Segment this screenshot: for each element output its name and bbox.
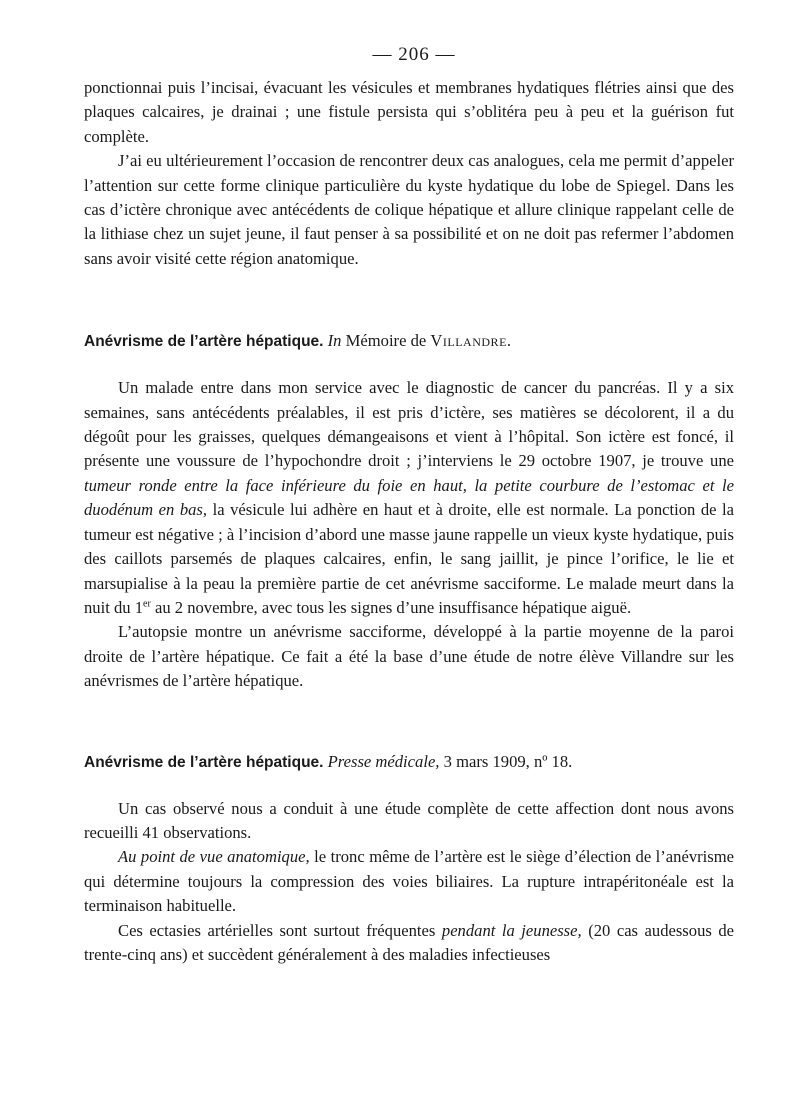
section-1-p1-part-a: Un malade entre dans mon service avec le diagnostic de cancer du pancréas. Il y a six semaines, sans antécédents préalables, il est pris d’ictère, ses matières se décolorent, il a du dégoût pour les graisses, quelques démangeaisons et vient à l’hôpital. Son ictère est foncé, il présente une voussure de l’hypochondre droit ; j’interviens le 29 octobre 1907, je trouve une	[84, 378, 734, 471]
section-1-source-rest: Mémoire de	[345, 331, 427, 351]
intro-paragraph-2: J’ai eu ultérieurement l’occasion de rencontrer deux cas analogues, cela me permit d’appeler l’attention sur cette forme clinique particulière du kyste hydatique du lobe de Spiegel. Dans les cas d’ictère chronique avec antécédents de colique hépatique et allure clinique rappelant celle de la lithiase chez un sujet jeune, il faut penser à sa possibilité et on ne doit pas refermer l’abdomen sans avoir visité cette région anatomique.	[84, 151, 734, 268]
section-1-p1-italic: tumeur ronde entre la face inférieure du foie en haut, la petite courbure de l’estomac et le duodénum en bas,	[84, 475, 734, 520]
section-1-paragraph-1	[84, 376, 734, 620]
section-1-source-author: Villandre.	[430, 331, 512, 351]
section-2-source-date: 3 mars 1909, nº 18.	[443, 751, 573, 771]
section-2-source-journal: Presse médicale,	[327, 751, 440, 771]
section-2-paragraph-3	[84, 919, 734, 968]
section-1-p1-superscript: er	[143, 598, 151, 610]
intro-paragraph-1: ponctionnai puis l’incisai, évacuant les vésicules et membranes hydatiques flétries ainsi que des plaques calcaires, je drainai ; une fistule persista qui s’oblitéra peu à peu et la guérison fut complète.	[84, 78, 734, 146]
section-2-p3-part-a: Ces ectasies artérielles sont surtout fréquentes	[118, 920, 436, 940]
section-2-paragraph-2	[84, 845, 734, 918]
section-1-title: Anévrisme de l’artère hépatique.	[84, 333, 324, 351]
section-2-paragraph-1: Un cas observé nous a conduit à une étude complète de cette affection dont nous avons recueilli 41 observations.	[84, 798, 734, 842]
section-2-title: Anévrisme de l’artère hépatique.	[84, 753, 324, 771]
page-number: — 206 —	[372, 44, 456, 65]
section-2-p3-italic: pendant la jeunesse,	[441, 920, 582, 940]
section-1-p1-part-c: au 2 novembre, avec tous les signes d’une insuffisance hépatique aiguë.	[154, 597, 632, 617]
section-2-p2-rest: le tronc même de l’artère est le siège d’élection de l’anévrisme qui détermine toujours la compression des voies biliaires. La rupture intrapéritonéale est la terminaison habituelle.	[84, 847, 734, 916]
section-1-paragraph-2: L’autopsie montre un anévrisme sacciforme, développé à la partie moyenne de la paroi droite de l’artère hépatique. Ce fait a été la base d’une étude de notre élève Villandre sur les anévrismes de l’artère hépatique.	[84, 622, 734, 691]
section-1-source-in: In	[327, 331, 342, 351]
section-2-p2-italic: Au point de vue anatomique,	[118, 847, 310, 867]
section-2-heading	[84, 750, 734, 775]
section-1-heading	[84, 329, 734, 354]
section-2-p3-part-b: (20 cas audessous de trente-cinq ans) et succèdent généralement à des maladies infectieuses	[84, 920, 734, 964]
section-1-p1-part-b: la vésicule lui adhère en haut et à droite, elle est normale. La ponction de la tumeur est négative ; à l’incision d’abord une masse jaune rappelle un vieux kyste hydatique, puis des caillots parsemés de plaques calcaires, enfin, le sang jaillit, je pince l’orifice, le lie et marsupialise à la peau la première partie de cet anévrisme sacciforme. Le malade meurt dans la nuit du 1	[84, 500, 734, 617]
